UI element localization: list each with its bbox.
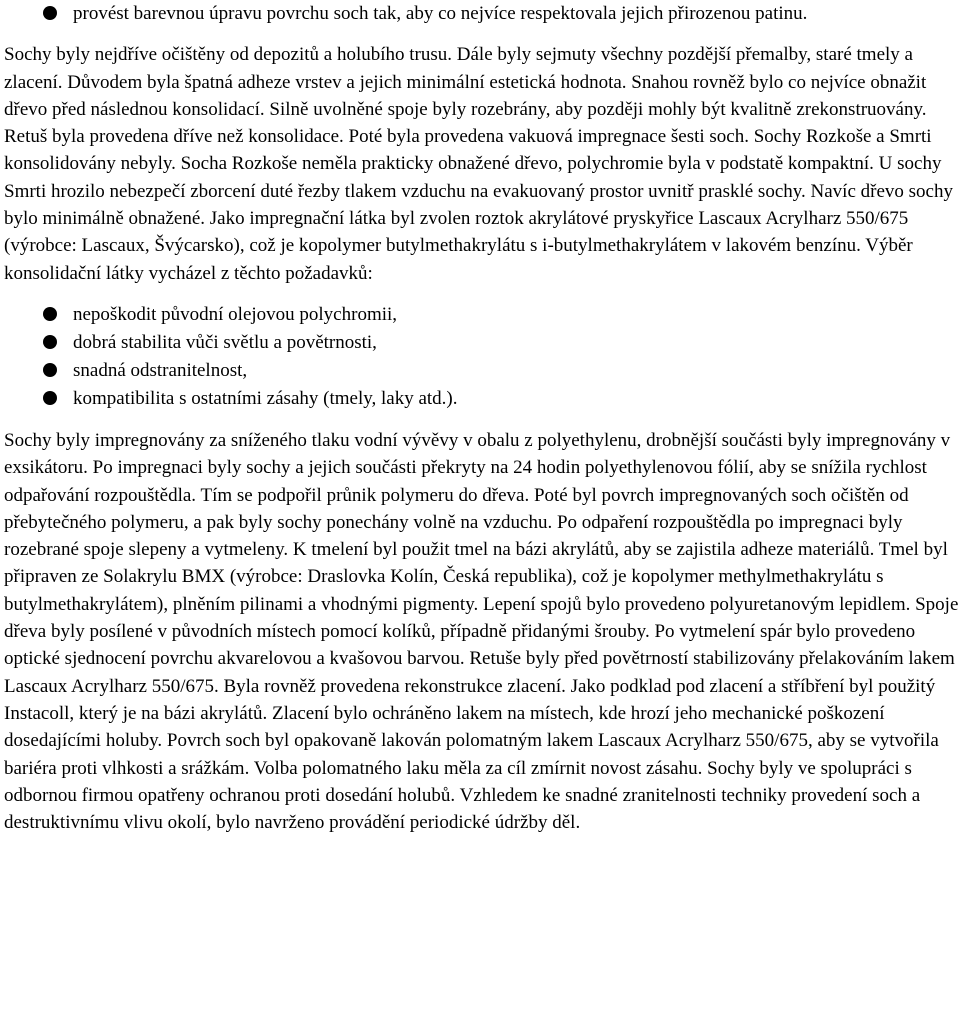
list-item [4,329,960,356]
top-bullet-list [4,0,960,27]
paragraph-impregnation-treatment: Sochy byly impregnovány za sníženého tlaku vodní vývěvy v obalu z polyethylenu, drobnější součásti byly impregnovány v exsikátoru. Po impregnaci byly sochy a jejich součásti překryty na 24 hodin polyethylenovou fólií, aby se snížila rychlost odpařování rozpouštědla. Tím se podpořil průnik polymeru do dřeva. Poté byl povrch impregnovaných soch očištěn od přebytečného polymeru, a pak byly sochy ponechány volně na vzduchu. Po odpaření rozpouštědla po impregnaci byly rozebrané spoje slepeny a vytmeleny. K tmelení byl použit tmel na bázi akrylátů, aby se zajistila adheze materiálů. Tmel byl připraven ze Solakrylu BMX (výrobce: Draslovka Kolín, Česká republika), což je kopolymer methylmethakrylátu s butylmethakrylátem), plněním pilinami a vhodnými pigmenty. Lepení spojů bylo provedeno polyuretanovým lepidlem. Spoje dřeva byly posílené v původních místech pomocí kolíků, případně přidanými šrouby. Po vytmelení spár bylo provedeno optické sjednocení povrchu akvarelovou a kvašovou barvou. Retuše byly před povětrností stabilizovány přelakováním lakem Lascaux Acrylharz 550/675. Byla rovněž provedena rekonstrukce zlacení. Jako podklad pod zlacení a stříbření byl použitý Instacoll, který je na bázi akrylátů. Zlacení bylo ochráněno lakem na místech, kde hrozí jeho mechanické poškození dosedajícími holuby. Povrch soch byl opakovaně lakován polomatným lakem Lascaux Acrylharz 550/675, aby se vytvořila bariéra proti vlhkosti a srážkám. Volba polomatného laku měla za cíl zmírnit novost zásahu. Sochy byly ve spolupráci s odbornou firmou opatřeny ochranou proti dosedání holubů. Vzhledem ke snadné zranitelnosti techniky provedení soch a destruktivnímu vlivu okolí, bylo navrženo provádění periodické údržby děl. [4,429,959,834]
list-item-text: nepoškodit původní olejovou polychromii, [73,303,398,325]
bullet-icon [43,335,57,349]
bullet-icon [43,307,57,321]
bullet-icon [43,363,57,377]
bullet-icon [43,6,57,20]
list-item-text: dobrá stabilita vůči světlu a povětrnosti, [73,331,377,353]
requirements-bullet-list [4,301,960,412]
list-item-text: snadná odstranitelnost, [73,359,248,381]
list-item [4,385,960,412]
list-item [4,301,960,328]
paragraph-cleaning-consolidation: Sochy byly nejdříve očištěny od depozitů a holubího trusu. Dále byly sejmuty všechny pozdější přemalby, staré tmely a zlacení. Důvodem byla špatná adheze vrstev a jejich minimální estetická hodnota. Snahou rovněž bylo co nejvíce obnažit dřevo před následnou konsolidací. Silně uvolněné spoje byly rozebrány, aby později mohly být kvalitně zrekonstruovány. Retuš byla provedena dříve než konsolidace. Poté byla provedena vakuová impregnace šesti soch. Sochy Rozkoše a Smrti konsolidovány nebyly. Socha Rozkoše neměla prakticky obnažené dřevo, polychromie byla v podstatě kompaktní. U sochy Smrti hrozilo nebezpečí zborcení duté řezby tlakem vzduchu na evakuovaný prostor uvnitř prasklé sochy. Navíc dřevo sochy bylo minimálně obnažené. Jako impregnační látka byl zvolen roztok akrylátové pryskyřice Lascaux Acrylharz 550/675 (výrobce: Lascaux, Švýcarsko), což je kopolymer butylmethakrylátu s i-butylmethakrylátem v lakovém benzínu. Výběr konsolidační látky vycházel z těchto požadavků: [4,44,953,284]
list-item [4,0,960,27]
list-item [4,357,960,384]
bullet-icon [43,391,57,405]
list-item-text: provést barevnou úpravu povrchu soch tak, aby co nejvíce respektovala jejich přirozenou patinu. [73,3,808,24]
list-item-text: kompatibilita s ostatními zásahy (tmely, laky atd.). [73,387,458,409]
